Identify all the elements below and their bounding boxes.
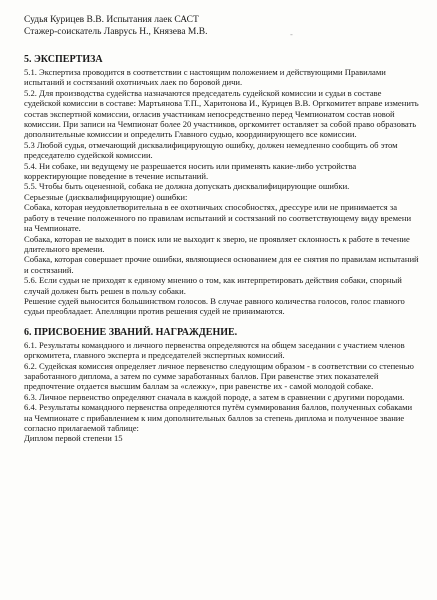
paragraph-6-4: 6.4. Результаты командного первенства определяются путём суммирования баллов, полученных собаками на Чемпионате с прибавлением к ним дополнительных баллов за степень диплома и полученное звание согласно прилагаемой таблице: — [24, 402, 413, 433]
paragraph-5-6: 5.6. Если судьи не приходят к единому мнению о том, как интерпретировать действия собаки, спорный случай должен быть решен в пользу собаки. — [24, 275, 402, 296]
paragraph-error-1: Собака, которая неудовлетворительна в ее охотничьих способностях, дрессуре или не принимается за работу в течение положенного по правилам испытаний и состязаний по соответствующему виду времени на Чемпионате. — [24, 202, 412, 234]
section-expertise-title: 5. ЭКСПЕРТИЗА — [24, 54, 103, 65]
paragraph-5-4: 5.4. Ни собаке, ни ведущему не разрешается носить или применять какие-либо устройства корректирующие поведение в течение испытаний. — [24, 160, 357, 182]
paragraph-6-2: 6.2. Судейская комиссия определяет личное первенство следующим образом - в соответствии со степенью заработанного диплома, а затем по сумме заработанных баллов. При равенстве этих показателей предпочтение отдается высшим баллам за «слежку», при равенстве их - самой молодой собаке. — [24, 360, 414, 392]
scan-mark: - — [290, 30, 293, 39]
paragraph-serious-errors: Серьезные (дисквалифицирующие) ошибки: — [24, 191, 188, 202]
paragraph-5-2: 5.2. Для производства судейства назначаются председатель судейской комиссии и судьи в составе судейской комиссии в составе: Мартьянова Т.П., Харитонова И., Курицев В.В. Оргкомитет вправе изменить состав экспертной комиссии, огласив участникам непосредственно перед Чемпионатом состав новой комиссии. При записи на Чемпионат более 20 участников, оргкомитет оставляет за собой право образовать дополнительные комиссии и определить Главного судью, координирующего все комиссии. — [24, 87, 419, 140]
paragraph-5-5: 5.5. Чтобы быть оцененной, собака не должна допускать дисквалифицирующие ошибки. — [24, 181, 350, 192]
paragraph-decision: Решение судей выносится большинством голосов. В случае равного количества голосов, голос главного судьи преобладает. Апелляции против решения судей не принимаются. — [24, 295, 405, 317]
section-expertise — [24, 54, 419, 317]
paragraph-diploma-first: Диплом первой степени 15 — [24, 433, 123, 444]
document-header — [24, 14, 414, 38]
paragraph-error-2: Собака, которая не выходит в поиск или не выходит к зверю, не проявляет склонность к работе в течение длительного времени. — [24, 233, 410, 254]
section-awards — [24, 327, 419, 444]
document-body — [24, 54, 419, 444]
paragraph-6-3: 6.3. Личное первенство определяют сначала в каждой породе, а затем в сравнении с другими породами. — [24, 391, 405, 402]
header-line-judge: Судья Курицев В.В. Испытания лаек САСТ — [24, 15, 199, 25]
section-gap — [24, 317, 419, 327]
paragraph-5-1: 5.1. Экспертиза проводится в соответствии с настоящим положением и действующими Правилами испытаний и состязаний охотничьих лаек по боровой дичи. — [24, 67, 386, 88]
paragraph-error-3: Собака, которая совершает прочие ошибки, являющиеся основанием для ее снятия по правилам испытаний и состязаний. — [24, 254, 419, 275]
paragraph-5-3: 5.3 Любой судья, отмечающий дисквалифицирующую ошибку, должен немедленно сообщить об этом председателю судейской комиссии. — [24, 139, 398, 161]
header-line-trainee: Стажер-соискатель Лаврусь Н., Князева М.В. — [24, 27, 208, 37]
section-awards-title: 6. ПРИСВОЕНИЕ ЗВАНИЙ. НАГРАЖДЕНИЕ. — [24, 326, 238, 338]
paragraph-6-1: 6.1. Результаты командного и личного первенства определяются на общем заседании с участием членов оргкомитета, главного эксперта и председателей экспертных комиссий. — [24, 339, 405, 361]
